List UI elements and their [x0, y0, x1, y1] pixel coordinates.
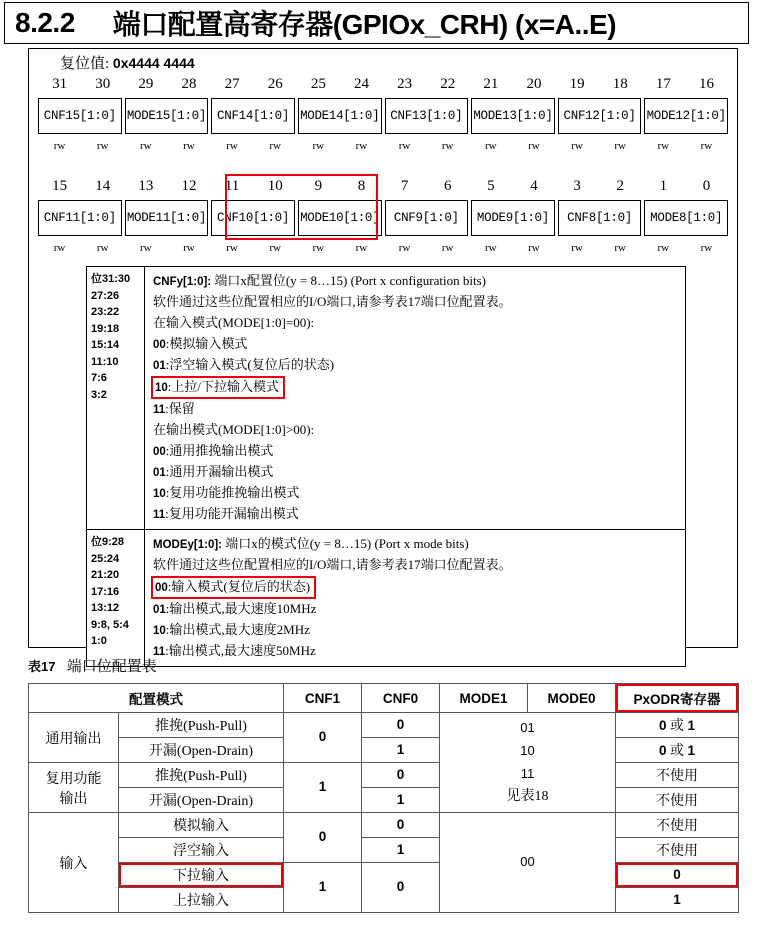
- bit-number: 12: [181, 178, 197, 194]
- access-label: rw: [528, 140, 540, 152]
- table17-header-cell: 配置模式: [29, 684, 284, 713]
- bit-fields-low: [38, 200, 728, 236]
- bit-field-cell: CNF8[1:0]: [558, 200, 642, 236]
- access-label: rw: [96, 242, 109, 254]
- table17-mode-label-highlighted: 下拉输入: [119, 863, 284, 888]
- table17-odr-value: 0 或 1: [616, 738, 739, 763]
- description-line: [153, 399, 679, 420]
- table17-header-cell: CNF1: [284, 684, 362, 713]
- mode-heading-bold: MODEy[1:0]:: [153, 539, 223, 551]
- bit-number: 6: [443, 178, 452, 194]
- table17-row: [29, 838, 739, 863]
- bit-field-cell: MODE14[1:0]: [298, 98, 382, 134]
- table17-odr-value: 不使用: [616, 763, 739, 788]
- access-label: rw: [53, 140, 66, 152]
- bit-field-cell: CNF13[1:0]: [385, 98, 469, 134]
- table17-body: [29, 713, 739, 913]
- bit-field-cell: MODE12[1:0]: [644, 98, 728, 134]
- table17-mode-label: 推挽(Push-Pull): [119, 763, 284, 788]
- table17-cnf0-value: 0: [362, 763, 440, 788]
- table17-header-cell: PxODR寄存器: [616, 684, 739, 713]
- description-text: 软件通过这些位配置相应的I/O端口,请参考表17端口位配置表。: [153, 557, 512, 572]
- description-text: 00:通用推挽输出模式: [153, 443, 274, 458]
- table17-mode-label: 开漏(Open-Drain): [119, 738, 284, 763]
- bit-field-cell: MODE13[1:0]: [471, 98, 555, 134]
- table17-odr-value: 不使用: [616, 813, 739, 838]
- description-text: 11:输出模式,最大速度50MHz: [153, 643, 316, 658]
- access-label: rw: [700, 140, 713, 152]
- table17-cnf0-value: 1: [362, 838, 440, 863]
- description-line: [153, 641, 679, 662]
- table17-group-label: 复用功能 输出: [29, 763, 119, 813]
- mode-heading: [153, 534, 679, 555]
- bit-range: 9:8, 5:4: [91, 618, 129, 631]
- access-label: rw: [355, 140, 368, 152]
- table17-port-bit-configuration: [28, 683, 739, 913]
- description-text: 在输出模式(MODE[1:0]>00):: [153, 422, 315, 437]
- access-label: rw: [269, 242, 281, 254]
- cnf-heading: [153, 271, 679, 292]
- description-text: 11:保留: [153, 401, 195, 416]
- bit-number: 17: [655, 76, 671, 92]
- mode-description-body: [145, 530, 685, 666]
- table17-odr-value: 0 或 1: [616, 713, 739, 738]
- description-text: 10:上拉/下拉输入模式: [155, 379, 280, 394]
- access-label: rw: [614, 242, 626, 254]
- reset-value-label: 复位值:: [60, 56, 110, 72]
- bit-numbers-high: [38, 76, 728, 96]
- bit-number: 28: [181, 76, 197, 92]
- description-text: 软件通过这些位配置相应的I/O端口,请参考表17端口位配置表。: [153, 294, 512, 309]
- bit-range: 位9:28: [91, 536, 125, 548]
- bit-range: 位31:30: [91, 273, 131, 285]
- access-label: rw: [441, 140, 454, 152]
- bit-number: 26: [267, 76, 283, 92]
- bit-field-cell: MODE10[1:0]: [298, 200, 382, 236]
- description-line: [153, 599, 679, 620]
- bit-fields-high: [38, 98, 728, 134]
- bit-field-cell: CNF14[1:0]: [211, 98, 295, 134]
- bit-field-cell: CNF10[1:0]: [211, 200, 295, 236]
- bit-number: 23: [397, 76, 413, 92]
- access-label: rw: [226, 140, 238, 152]
- bit-number: 11: [224, 178, 240, 194]
- bit-range: 13:12: [91, 602, 120, 614]
- page-title: 端口配置高寄存器(GPIOx_CRH) (x=A..E): [112, 9, 617, 40]
- cnf-heading-rest: 端口x配置位(y = 8…15) (Port x configuration bits): [214, 273, 486, 288]
- table17-odr-value: 不使用: [616, 788, 739, 813]
- description-line: [153, 334, 679, 355]
- access-label: rw: [657, 242, 670, 254]
- access-row-high: [38, 140, 728, 158]
- bit-number: 2: [616, 178, 624, 194]
- bit-range: 1:0: [91, 635, 107, 647]
- table17-cnf1-value: 0: [284, 813, 362, 863]
- access-label: rw: [312, 242, 325, 254]
- bit-field-cell: MODE9[1:0]: [471, 200, 555, 236]
- table17-mode-label: 模拟输入: [119, 813, 284, 838]
- bit-range: 19:18: [91, 322, 120, 335]
- bit-description-table: [86, 266, 686, 667]
- bit-range: 23:22: [91, 306, 120, 318]
- access-label: rw: [355, 242, 368, 254]
- reset-value-line: [60, 52, 195, 73]
- table17-caption-number: 表17: [28, 659, 56, 674]
- table17-header-row: [29, 684, 739, 713]
- bit-field-cell: MODE11[1:0]: [125, 200, 209, 236]
- cnf-description-lines: [153, 292, 679, 525]
- access-label: rw: [571, 140, 583, 152]
- table17-row: [29, 738, 739, 763]
- access-label: rw: [614, 140, 626, 152]
- bit-number: 21: [483, 76, 499, 92]
- description-line: [153, 555, 679, 576]
- bit-range: 27:26: [91, 289, 120, 302]
- access-row-low: [38, 242, 728, 260]
- bit-number: 29: [138, 76, 154, 92]
- bit-number: 1: [659, 178, 668, 194]
- bit-field-cell: MODE15[1:0]: [125, 98, 209, 134]
- bit-field-cell: CNF15[1:0]: [38, 98, 122, 134]
- red-highlight-box: [151, 376, 285, 399]
- bit-number: 15: [52, 178, 68, 194]
- red-highlight-box: [151, 576, 316, 599]
- access-label: rw: [312, 140, 325, 152]
- table17-caption-text: 端口位配置表: [66, 659, 157, 675]
- access-label: rw: [398, 140, 411, 152]
- table17-cnf1-value: 1: [284, 763, 362, 813]
- access-label: rw: [485, 242, 497, 254]
- table17-group-label: 输入: [29, 813, 119, 913]
- table17-cnf0-value: 0: [362, 713, 440, 738]
- bit-field-cell: CNF11[1:0]: [38, 200, 122, 236]
- table17-cnf0-value: 0: [362, 813, 440, 838]
- bit-range: 3:2: [91, 388, 107, 401]
- bit-number: 25: [310, 76, 326, 92]
- cnf-heading-bold: CNFy[1:0]:: [153, 276, 212, 288]
- bit-number: 19: [569, 76, 585, 92]
- table17-cnf0-value: 0: [362, 863, 440, 913]
- table17-group-label: 通用输出: [29, 713, 119, 763]
- bit-number: 16: [698, 76, 714, 92]
- bit-range: 21:20: [91, 569, 120, 581]
- description-line: [153, 576, 679, 599]
- description-text: 01:浮空输入模式(复位后的状态): [153, 357, 335, 372]
- access-label: rw: [700, 242, 713, 254]
- description-text: 00:模拟输入模式: [153, 336, 248, 351]
- description-line: [153, 313, 679, 334]
- description-line: [153, 355, 679, 376]
- access-label: rw: [269, 140, 281, 152]
- table17-cnf0-value: 1: [362, 788, 440, 813]
- bit-range: 7:6: [91, 372, 107, 384]
- access-label: rw: [183, 242, 195, 254]
- description-line: [153, 483, 679, 504]
- table17-header-cell: MODE1: [440, 684, 528, 713]
- bit-field-cell: CNF9[1:0]: [385, 200, 469, 236]
- bit-number: 27: [224, 76, 240, 92]
- bit-number: 10: [267, 178, 283, 194]
- description-text: 10:复用功能推挽输出模式: [153, 485, 300, 500]
- access-label: rw: [657, 140, 670, 152]
- section-title-box: [4, 2, 749, 44]
- bit-number: 31: [52, 76, 68, 92]
- table17-mode-label: 浮空输入: [119, 838, 284, 863]
- table17-row: [29, 763, 739, 788]
- description-line: [153, 620, 679, 641]
- mode-heading-rest: 端口x的模式位(y = 8…15) (Port x mode bits): [225, 536, 469, 551]
- table17-header-cell: MODE0: [528, 684, 616, 713]
- table17-header-cell: CNF0: [362, 684, 440, 713]
- access-label: rw: [528, 242, 540, 254]
- access-label: rw: [183, 140, 195, 152]
- access-label: rw: [441, 242, 454, 254]
- access-label: rw: [398, 242, 411, 254]
- table17-odr-value: 1: [616, 888, 739, 913]
- access-label: rw: [571, 242, 583, 254]
- description-line: [153, 441, 679, 462]
- description-text: 10:输出模式,最大速度2MHz: [153, 622, 310, 637]
- section-number: 8.2.2: [15, 7, 75, 38]
- bit-number: 14: [95, 178, 111, 194]
- access-label: rw: [140, 140, 152, 152]
- bit-number: 0: [702, 178, 711, 194]
- access-label: rw: [485, 140, 497, 152]
- bit-range: 11:10: [91, 355, 119, 368]
- bit-number: 20: [526, 76, 542, 92]
- bit-field-cell: MODE8[1:0]: [644, 200, 728, 236]
- description-line: [153, 504, 679, 525]
- table17-row: [29, 813, 739, 838]
- bit-number: 8: [357, 178, 366, 194]
- table17-mode-label: 开漏(Open-Drain): [119, 788, 284, 813]
- description-line: [153, 462, 679, 483]
- bit-field-cell: CNF12[1:0]: [558, 98, 642, 134]
- cnf-bit-ranges: [87, 267, 145, 529]
- bit-range: 25:24: [91, 552, 120, 565]
- access-label: rw: [96, 140, 109, 152]
- mode-description-section: [87, 530, 685, 666]
- table17-caption: [28, 655, 157, 676]
- bit-range: 15:14: [91, 339, 120, 351]
- table17-cnf0-value: 1: [362, 738, 440, 763]
- access-label: rw: [226, 242, 238, 254]
- mode-bit-ranges: [87, 530, 145, 666]
- table17-odr-value: 不使用: [616, 838, 739, 863]
- table17-row: [29, 788, 739, 813]
- bit-number: 30: [95, 76, 111, 92]
- bit-number: 18: [612, 76, 628, 92]
- table17-row: [29, 713, 739, 738]
- table17-mode-label: 推挽(Push-Pull): [119, 713, 284, 738]
- access-label: rw: [53, 242, 66, 254]
- description-line: [153, 292, 679, 313]
- bit-number: 9: [314, 178, 323, 194]
- table17-odr-value-highlighted: 0: [616, 863, 739, 888]
- description-text: 11:复用功能开漏输出模式: [153, 506, 299, 521]
- mode-description-lines: [153, 555, 679, 662]
- table17-cnf1-value: 0: [284, 713, 362, 763]
- bit-number: 13: [138, 178, 154, 194]
- bit-number: 22: [440, 76, 456, 92]
- bit-number: 3: [573, 178, 581, 194]
- bit-range: 17:16: [91, 585, 120, 598]
- cnf-description-body: [145, 267, 685, 529]
- description-text: 在输入模式(MODE[1:0]=00):: [153, 315, 315, 330]
- description-line: [153, 376, 679, 399]
- cnf-description-section: [87, 267, 685, 530]
- table17-mode-label: 上拉输入: [119, 888, 284, 913]
- table17-row: [29, 863, 739, 888]
- access-label: rw: [140, 242, 152, 254]
- table17-mode-merged-input: 00: [440, 813, 616, 913]
- bit-number: 24: [353, 76, 369, 92]
- table17-mode-merged-output: 01 10 11 见表18: [440, 713, 616, 813]
- bit-numbers-low: [38, 178, 728, 198]
- description-text: 01:通用开漏输出模式: [153, 464, 274, 479]
- description-text: 01:输出模式,最大速度10MHz: [153, 601, 317, 616]
- table17-cnf1-value: 1: [284, 863, 362, 913]
- bit-number: 5: [487, 178, 495, 194]
- bit-number: 4: [530, 178, 538, 194]
- description-line: [153, 420, 679, 441]
- bit-number: 7: [400, 178, 409, 194]
- reset-value: 0x4444 4444: [112, 55, 195, 71]
- description-text: 00:输入模式(复位后的状态): [155, 579, 311, 594]
